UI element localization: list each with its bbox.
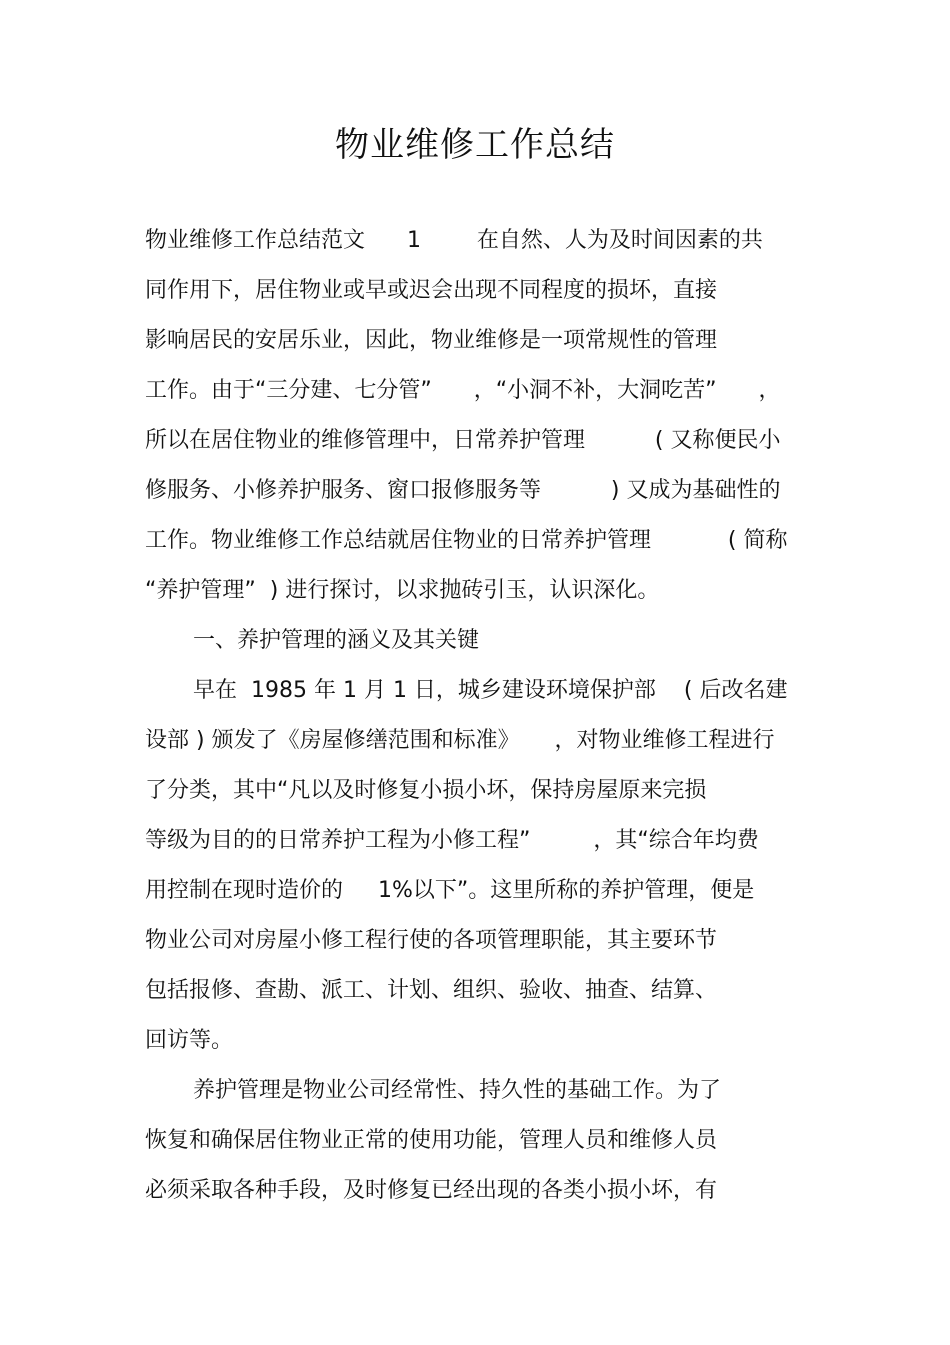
body-line: 工作。物业维修工作总结就居住物业的日常养护管理 ( 简称 xyxy=(145,528,788,553)
section-heading: 一、养护管理的涵义及其关键 xyxy=(193,628,480,653)
body-line: 等级为目的的日常养护工程为小修工程” ，其“综合年均费 xyxy=(145,828,759,853)
body-line: 修服务、小修养护服务、窗口报修服务等 ) 又成为基础性的 xyxy=(145,478,781,503)
body-line: 同作用下，居住物业或早或迟会出现不同程度的损坏，直接 xyxy=(145,278,718,303)
body-line: 回访等。 xyxy=(145,1028,234,1053)
body-line: 物业维修工作总结范文 1 在自然、人为及时间因素的共 xyxy=(145,228,763,253)
body-line: 包括报修、查勘、派工、计划、组织、验收、抽查、结算、 xyxy=(145,978,718,1003)
body-line: 早在 1985 年 1 月 1 日，城乡建设环境保护部 ( 后改名建 xyxy=(193,678,788,703)
body-line: 物业公司对房屋小修工程行使的各项管理职能，其主要环节 xyxy=(145,928,718,953)
body-line: 工作。由于“三分建、七分管” ，“小洞不补，大洞吃苦” ， xyxy=(145,378,781,403)
document-title: 物业维修工作总结 xyxy=(335,125,615,165)
body-line: 必须采取各种手段，及时修复已经出现的各类小损小坏，有 xyxy=(145,1178,718,1203)
body-line: 所以在居住物业的维修管理中，日常养护管理 ( 又称便民小 xyxy=(145,428,781,453)
body-line: 养护管理是物业公司经常性、持久性的基础工作。为了 xyxy=(193,1078,722,1103)
body-line: 影响居民的安居乐业，因此，物业维修是一项常规性的管理 xyxy=(145,328,718,353)
body-line: 了分类，其中“凡以及时修复小损小坏，保持房屋原来完损 xyxy=(145,778,707,803)
body-line: 恢复和确保居住物业正常的使用功能，管理人员和维修人员 xyxy=(145,1128,718,1153)
body-line: 用控制在现时造价的 1%以下”。这里所称的养护管理，便是 xyxy=(145,878,755,903)
body-line: “养护管理” ) 进行探讨，以求抛砖引玉，认识深化。 xyxy=(145,578,660,603)
body-line: 设部 ) 颁发了《房屋修缮范围和标准》 ，对物业维修工程进行 xyxy=(145,728,775,753)
